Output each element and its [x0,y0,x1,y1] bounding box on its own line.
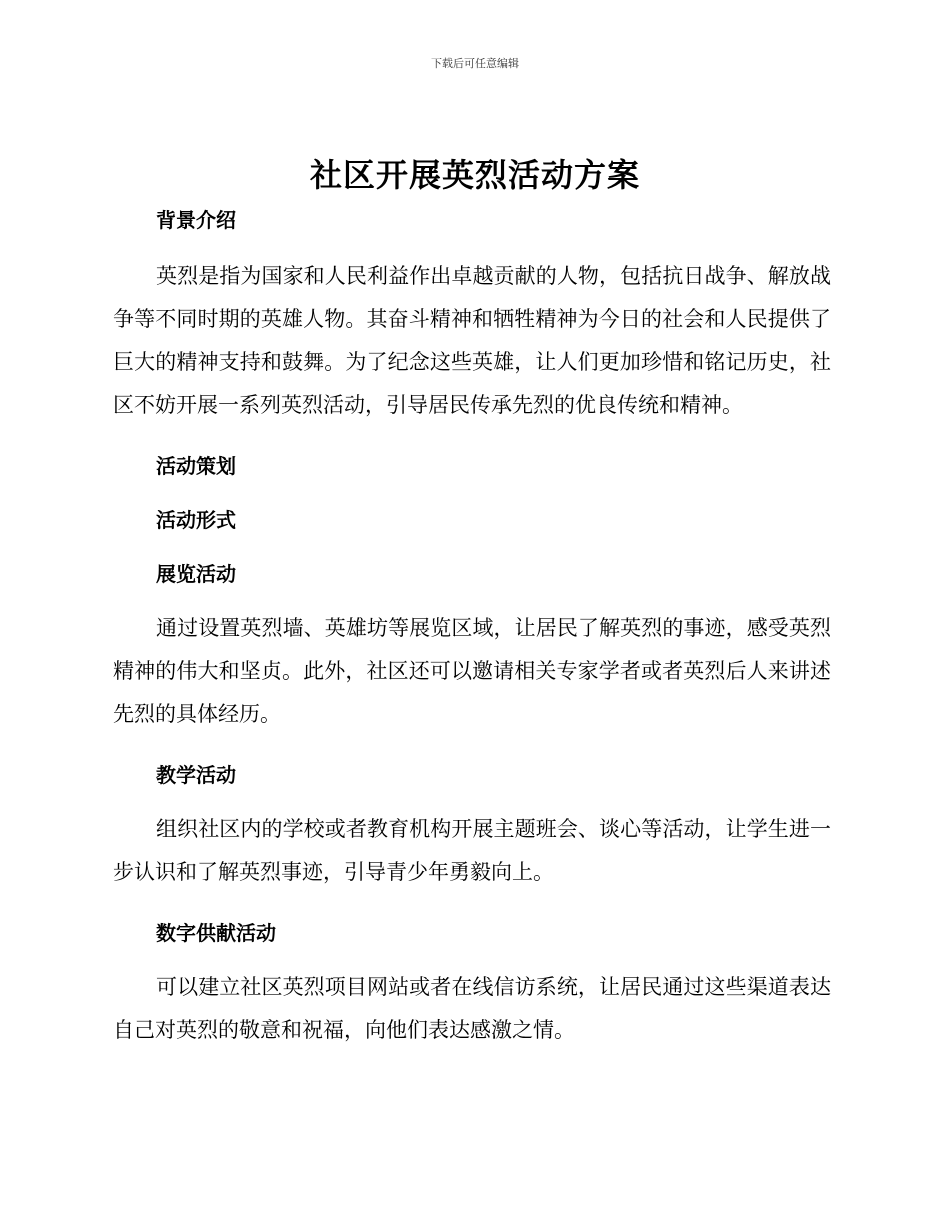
heading-background: 背景介绍 [156,208,236,232]
paragraph-digital: 可以建立社区英烈项目网站或者在线信访系统，让居民通过这些渠道表达自己对英烈的敬意和祝福，向他们表达感激之情。 [113,975,831,1042]
paragraph-background: 英烈是指为国家和人民利益作出卓越贡献的人物，包括抗日战争、解放战争等不同时期的英雄人物。其奋斗精神和牺牲精神为今日的社会和人民提供了巨大的精神支持和鼓舞。为了纪念这些英雄，让人们更加珍惜和铭记历史，社区不妨开展一系列英烈活动，引导居民传承先烈的优良传统和精神。 [113,264,831,417]
heading-digital: 数字供献活动 [156,921,276,945]
paragraph-teaching: 组织社区内的学校或者教育机构开展主题班会、谈心等活动，让学生进一步认识和了解英烈事迹，引导青少年勇毅向上。 [113,817,831,884]
header-note: 下载后可任意编辑 [431,57,519,70]
paragraph-exhibit: 通过设置英烈墙、英雄坊等展览区域，让居民了解英烈的事迹，感受英烈精神的伟大和坚贞。此外，社区还可以邀请相关专家学者或者英烈后人来讲述先烈的具体经历。 [113,616,831,726]
heading-teaching: 教学活动 [156,763,236,787]
document-body [113,205,831,1052]
heading-form: 活动形式 [156,508,236,532]
heading-planning: 活动策划 [156,454,236,478]
heading-exhibit: 展览活动 [156,562,236,586]
document-title: 社区开展英烈活动方案 [309,156,640,194]
